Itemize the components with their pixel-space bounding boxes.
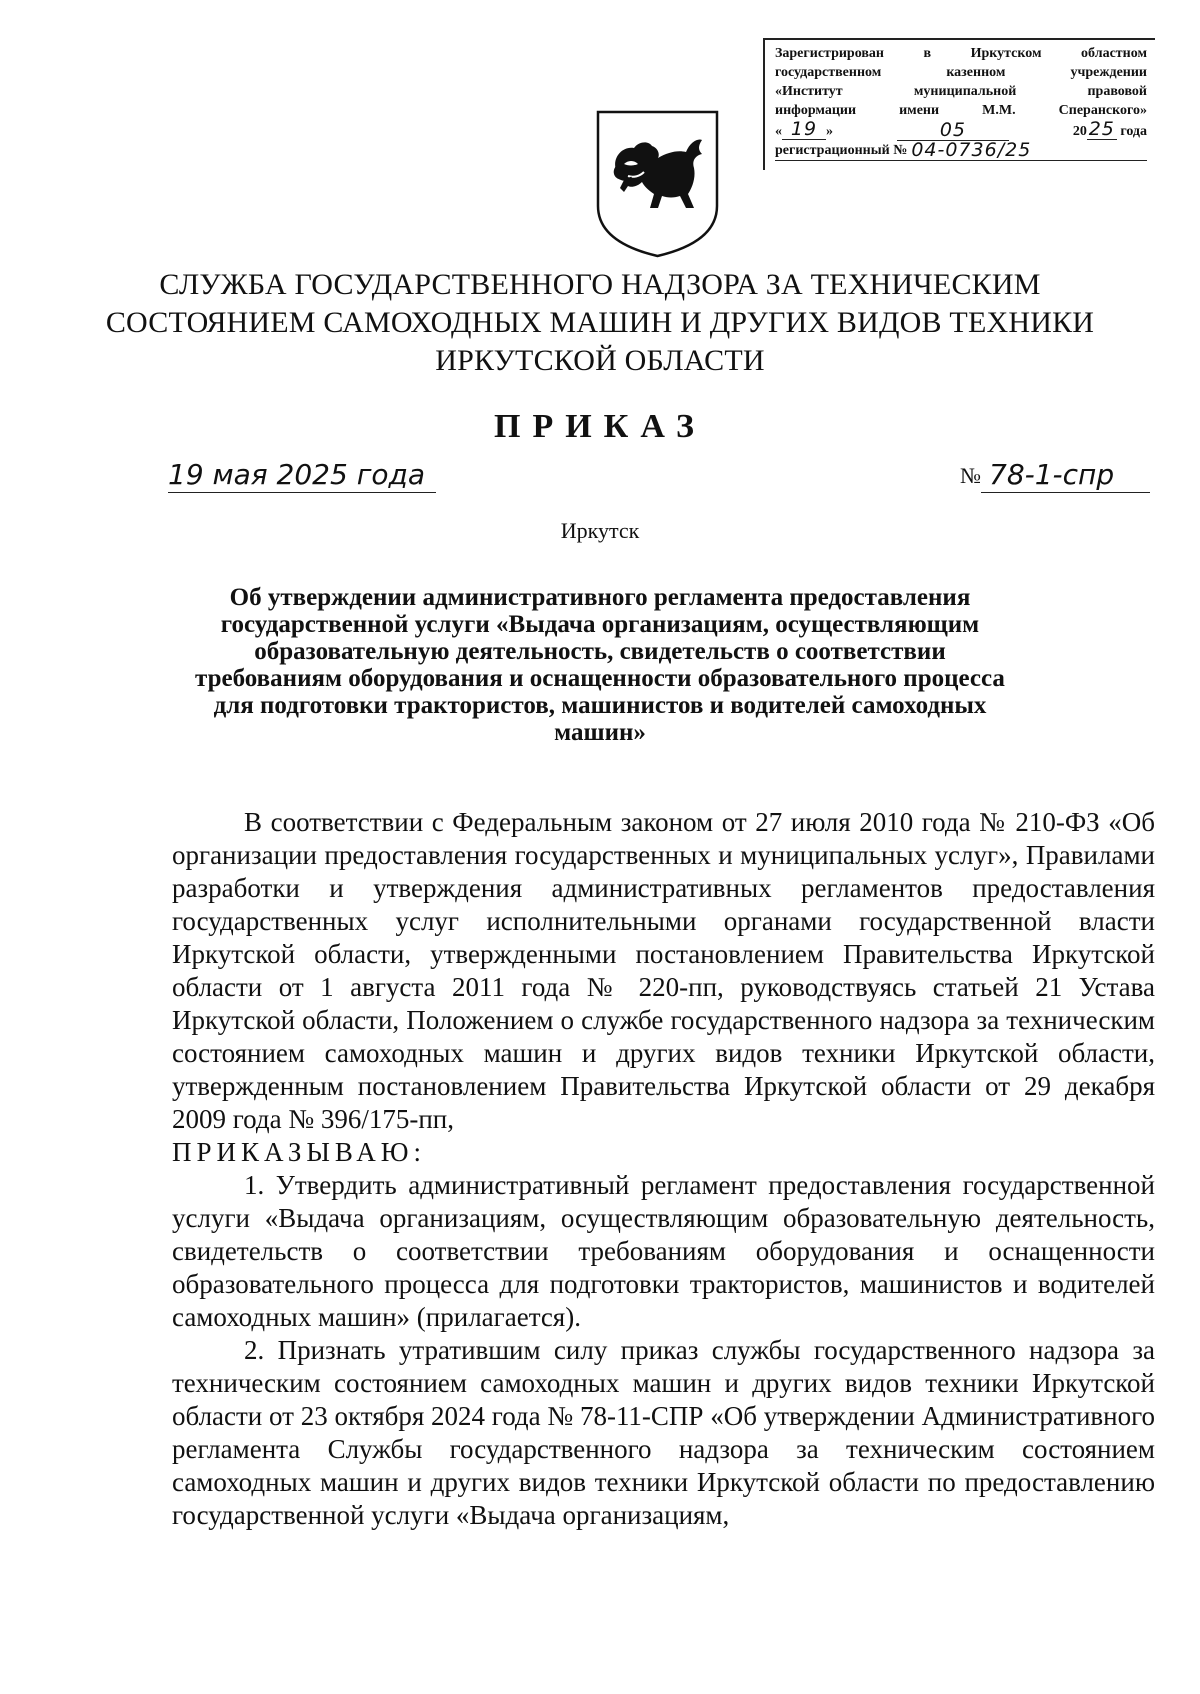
stamp-year-suffix: 25 (1088, 120, 1115, 140)
order-date: 19 мая 2025 года (168, 458, 436, 493)
order-item-2: 2. Признать утратившим силу приказ службы государственного надзора за техническим состоянием самоходных машин и других видов техники Иркутской области от 23 октября 2024 года № 78-11-СПР «Об утверждении Административного регламента Службы государственного надзора за техническим состоянием самоходных машин и других видов техники Иркутской области по предоставлению государственной услуги «Выдача организациям, (172, 1335, 1155, 1530)
stamp-date-row: « 19 » 05 20 25 года (775, 120, 1147, 141)
stamp-line: информации имени М.М. Сперанского» (775, 103, 1147, 118)
agency-name-line: ИРКУТСКОЙ ОБЛАСТИ (435, 344, 765, 377)
stamp-month: 05 (897, 121, 1009, 141)
document-subject (180, 584, 1020, 746)
stamp-line: государственном казенном учреждении (775, 65, 1147, 80)
coat-of-arms-icon (594, 108, 721, 260)
subject-line: для подготовки трактористов, машинистов и водителей самоходных (213, 692, 987, 719)
stamp-line: Зарегистрирован в Иркутском областном (775, 46, 1147, 61)
stamp-line: «Институт муниципальной правовой (775, 84, 1147, 99)
stamp-reg-number: 04-0736/25 (911, 141, 1032, 161)
stamp-reg-label: регистрационный № (775, 143, 908, 158)
subject-line: образовательную деятельность, свидетельств о соответствии (254, 638, 946, 665)
preamble-paragraph: В соответствии с Федеральным законом от 27 июля 2010 года № 210-ФЗ «Об организации предоставления государственных и муниципальных услуг», Правилами разработки и утверждения административных регламентов предоставления государственных услуг исполнительными органами государственной власти Иркутской области, утвержденными постановлением Правительства Иркутской области от 1 августа 2011 года № 220-пп, руководствуясь статьей 21 Устава Иркутской области, Положением о службе государственного надзора за техническим состоянием самоходных машин и других видов техники Иркутской области, утвержденным постановлением Правительства Иркутской области от 29 декабря 2009 года № 396/175-пп, (172, 807, 1155, 1134)
registration-stamp (763, 38, 1155, 170)
agency-name (100, 266, 1100, 380)
subject-line: государственной услуги «Выдача организациям, осуществляющим (220, 611, 980, 638)
agency-name-line: СЛУЖБА ГОСУДАРСТВЕННОГО НАДЗОРА ЗА ТЕХНИЧЕСКИМ (159, 268, 1041, 301)
order-item-1: 1. Утвердить административный регламент предоставления государственной услуги «Выдача организациям, осуществляющим образовательную деятельность, свидетельств о соответствии требованиям оборудования и оснащенности образовательного процесса для подготовки трактористов, машинистов и водителей самоходных машин» (прилагается). (172, 1170, 1155, 1332)
prikazyvayu-line: ПРИКАЗЫВАЮ: (172, 1137, 426, 1167)
agency-name-line: СОСТОЯНИЕМ САМОХОДНЫХ МАШИН И ДРУГИХ ВИДОВ ТЕХНИКИ (105, 306, 1095, 339)
issue-city: Иркутск (560, 518, 640, 543)
stamp-day: 19 (782, 120, 826, 140)
order-number-label: № (960, 463, 981, 488)
stamp-year-word: года (1120, 124, 1147, 139)
subject-line: машин» (554, 719, 646, 746)
document-body (172, 806, 1155, 1532)
subject-line: Об утверждении административного регламента предоставления (229, 584, 971, 611)
subject-line: требованиям оборудования и оснащенности образовательного процесса (195, 665, 1005, 692)
stamp-reg-row (775, 141, 1147, 161)
order-number: 78-1-спр (981, 458, 1150, 493)
order-number-field (960, 458, 1150, 493)
document-title: ПРИКАЗ (494, 408, 706, 445)
stamp-year-prefix: 20 (1072, 124, 1087, 139)
